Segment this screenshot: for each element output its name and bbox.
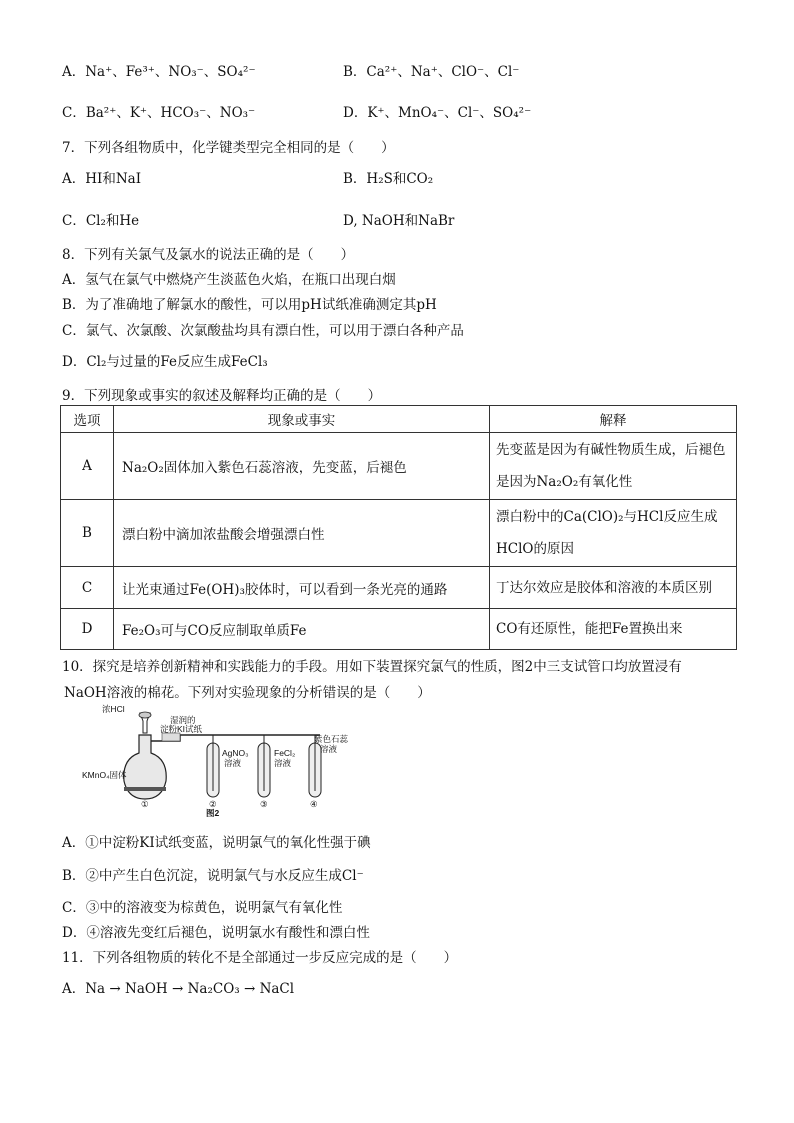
table-cell-fact: 漂白粉中滴加浓盐酸会增强漂白性 xyxy=(114,500,490,567)
q11-stem: 11．下列各组物质的转化不是全部通过一步反应完成的是（ ） xyxy=(62,950,458,966)
table-header: 解释 xyxy=(490,406,737,433)
q7-option-a: A．HI和NaI xyxy=(62,171,142,187)
table-row xyxy=(61,433,737,500)
table-cell-explanation: 先变蓝是因为有碱性物质生成，后褪色是因为Na₂O₂有氧化性 xyxy=(490,433,737,500)
figure-caption: 图2 xyxy=(206,808,220,818)
q10-option-a: A．①中淀粉KI试纸变蓝，说明氯气的氧化性强于碘 xyxy=(62,835,371,851)
q9-stem: 9．下列现象或事实的叙述及解释均正确的是（ ） xyxy=(62,388,382,404)
q11-option-a: A．Na → NaOH → Na₂CO₃ → NaCl xyxy=(62,981,295,997)
q10-stem-line1: 10．探究是培养创新精神和实践能力的手段。用如下装置探究氯气的性质，图2中三支试管口均放置浸有 xyxy=(62,659,682,675)
apparatus-figure xyxy=(82,704,349,818)
q8-stem: 8．下列有关氯气及氯水的说法正确的是（ ） xyxy=(62,247,355,263)
label-tube2-1: AgNO₃ xyxy=(222,748,249,758)
table-cell-option: D xyxy=(61,609,114,650)
table-header: 选项 xyxy=(61,406,114,433)
table-cell-option: C xyxy=(61,567,114,609)
q8-option-a: A．氢气在氯气中燃烧产生淡蓝色火焰，在瓶口出现白烟 xyxy=(62,272,396,288)
q7-option-d: D, NaOH和NaBr xyxy=(343,213,455,229)
label-conc-hcl: 浓HCl xyxy=(102,704,125,714)
option-d: D．K⁺、MnO₄⁻、Cl⁻、SO₄²⁻ xyxy=(343,105,532,121)
table-row xyxy=(61,609,737,650)
label-tube3-2: 溶液 xyxy=(274,758,292,768)
q7-stem: 7．下列各组物质中，化学键类型完全相同的是（ ） xyxy=(62,140,395,156)
label-ki-paper-1: 湿润的 xyxy=(170,715,196,725)
table-cell-option: A xyxy=(61,433,114,500)
table-header: 现象或事实 xyxy=(114,406,490,433)
q8-option-b: B．为了准确地了解氯水的酸性，可以用pH试纸准确测定其pH xyxy=(62,297,437,313)
table-cell-explanation: 漂白粉中的Ca(ClO)₂与HCl反应生成HClO的原因 xyxy=(490,500,737,567)
option-c: C．Ba²⁺、K⁺、HCO₃⁻、NO₃⁻ xyxy=(62,105,256,121)
table-row xyxy=(61,500,737,567)
table-cell-fact: Fe₂O₃可与CO反应制取单质Fe xyxy=(114,609,490,650)
table-cell-fact: 让光束通过Fe(OH)₃胶体时，可以看到一条光亮的通路 xyxy=(114,567,490,609)
q9-table xyxy=(60,405,737,650)
label-ki-paper-2: 淀粉KI试纸 xyxy=(160,724,203,734)
table-row xyxy=(61,567,737,609)
q10-option-b: B．②中产生白色沉淀，说明氯气与水反应生成Cl⁻ xyxy=(62,868,364,884)
label-tube2-2: 溶液 xyxy=(224,758,242,768)
label-kmno4: KMnO₄固体 xyxy=(82,770,127,780)
option-a: A．Na⁺、Fe³⁺、NO₃⁻、SO₄²⁻ xyxy=(62,64,256,80)
option-b: B．Ca²⁺、Na⁺、ClO⁻、Cl⁻ xyxy=(343,64,520,80)
table-cell-explanation: 丁达尔效应是胶体和溶液的本质区别 xyxy=(490,567,737,609)
table-cell-option: B xyxy=(61,500,114,567)
q7-option-c: C．Cl₂和He xyxy=(62,213,140,229)
label-tube4-2: 溶液 xyxy=(320,744,338,754)
table-cell-explanation: CO有还原性，能把Fe置换出来 xyxy=(490,609,737,650)
q8-option-d: D．Cl₂与过量的Fe反应生成FeCl₃ xyxy=(62,354,268,370)
label-tube3-1: FeCl₂ xyxy=(274,748,296,758)
table-cell-fact: Na₂O₂固体加入紫色石蕊溶液，先变蓝，后褪色 xyxy=(114,433,490,500)
q10-stem-line2: NaOH溶液的棉花。下列对实验现象的分析错误的是（ ） xyxy=(64,685,431,701)
label-n4: ④ xyxy=(310,799,318,809)
label-tube4-1: 紫色石蕊 xyxy=(314,734,349,744)
label-n2: ② xyxy=(209,799,217,809)
q8-option-c: C．氯气、次氯酸、次氯酸盐均具有漂白性，可以用于漂白各种产品 xyxy=(62,323,464,339)
label-n1: ① xyxy=(141,799,149,809)
label-n3: ③ xyxy=(260,799,268,809)
q10-option-d: D．④溶液先变红后褪色，说明氯水有酸性和漂白性 xyxy=(62,925,370,941)
table-header-row xyxy=(61,406,737,433)
q10-option-c: C．③中的溶液变为棕黄色，说明氯气有氧化性 xyxy=(62,900,343,916)
q7-option-b: B．H₂S和CO₂ xyxy=(343,171,434,187)
